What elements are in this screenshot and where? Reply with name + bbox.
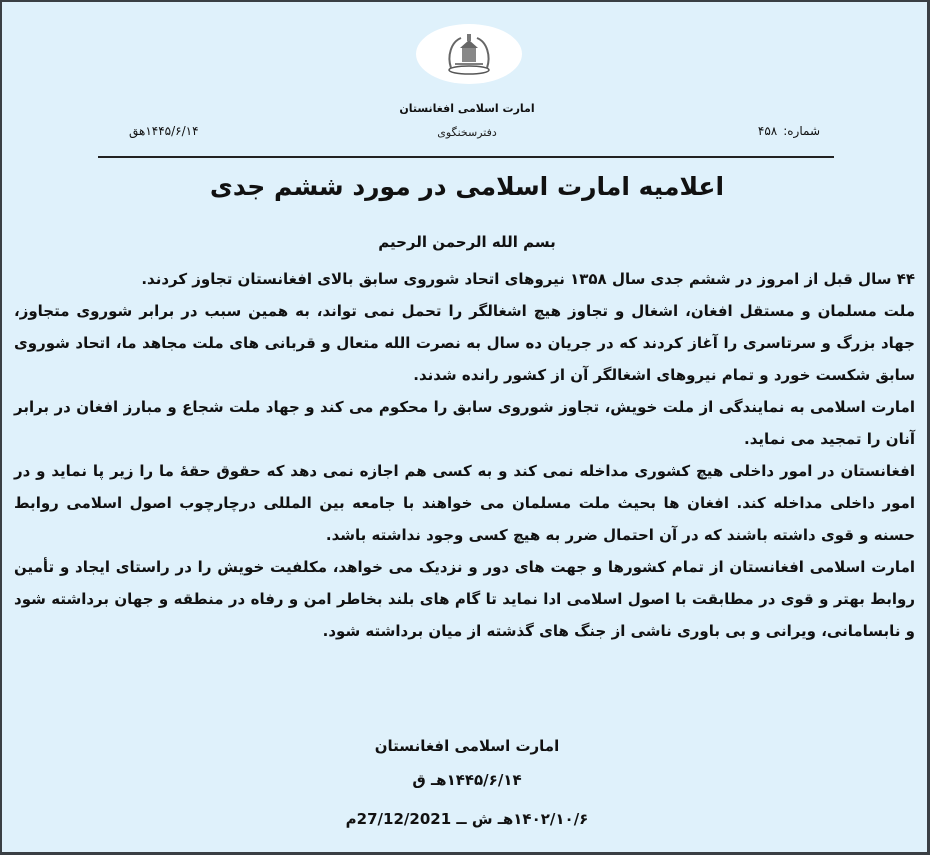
signature-solar-gregorian-date: ۱۴۰۲/۱۰/۶هـ ش ــ 27/12/2021م: [345, 810, 589, 828]
organization-name: امارت اسلامی افغانستان: [399, 102, 535, 115]
header-date: ۱۴۴۵/۶/۱۴هق: [129, 124, 199, 138]
number-value: ۴۵۸: [757, 124, 778, 138]
emblem-seal-icon: [416, 24, 522, 84]
header-divider: [98, 156, 834, 158]
office-name: دفترسخنگوی: [437, 126, 497, 139]
paragraph: امارت اسلامی به نمایندگی از ملت خویش، تجاوز شوروی سابق را محکوم می کند و جهاد ملت شجاع و مبارز افغان در برابر آنان را تمجید می نماید.: [14, 398, 915, 448]
signature-hijri-date: ۱۴۴۵/۶/۱۴هـ ق: [412, 771, 522, 789]
page-title: اعلامیه امارت اسلامی در مورد ششم جدی: [209, 172, 725, 201]
paragraph: امارت اسلامی افغانستان از تمام کشورها و جهت های دور و نزدیک می خواهد، مکلفیت خویش را در راستای ایجاد و تأمین روابط بهتر و قوی در مطابقت با اصول اسلامی ادا نماید تا گام های بلند بخاطر امن و رفاه در منطقه و جهان برداشته شود و نابسامانی، ویرانی و بی باوری ناشی از جنگ های گذشته از میان برداشته شود.: [14, 558, 915, 640]
number-label: شماره:: [783, 124, 820, 138]
bismillah: بسم الله الرحمن الرحیم: [378, 233, 556, 251]
signature-name: امارت اسلامی افغانستان: [374, 737, 560, 755]
paragraph: ملت مسلمان و مستقل افغان، اشغال و تجاوز هیچ اشغالگر را تحمل نمی تواند، به همین سبب در برابر شوروی متجاوز، جهاد بزرگ و سرتاسری را آغاز کردند که در جریان ده سال به نصرت الله متعال و قربانی های ملت مجاهد ما، اتحاد شوروی سابق شکست خورد و تمام نیروهای اشغالگر آن از کشور رانده شدند.: [14, 302, 915, 384]
statement-body: [14, 263, 915, 647]
paragraph: ۴۴ سال قبل از امروز در ششم جدی سال ۱۳۵۸ نیروهای اتحاد شوروی سابق بالای افغانستان تجاوز کردند.: [141, 270, 915, 288]
seal-icon: [441, 30, 497, 78]
document-number: [758, 124, 820, 138]
paragraph: افغانستان در امور داخلی هیچ کشوری مداخله نمی کند و به کسی هم اجازه نمی دهد که حقوق حقۀ ما را زیر پا نماید و در امور داخلی مداخله کند. افغان ها بحیث ملت مسلمان می خواهند با جامعه بین المللی درچارچوب اصول اسلامی روابط حسنه و قوی داشته باشند که در آن احتمال ضرر به هیچ کسی وجود نداشته باشد.: [14, 462, 915, 544]
